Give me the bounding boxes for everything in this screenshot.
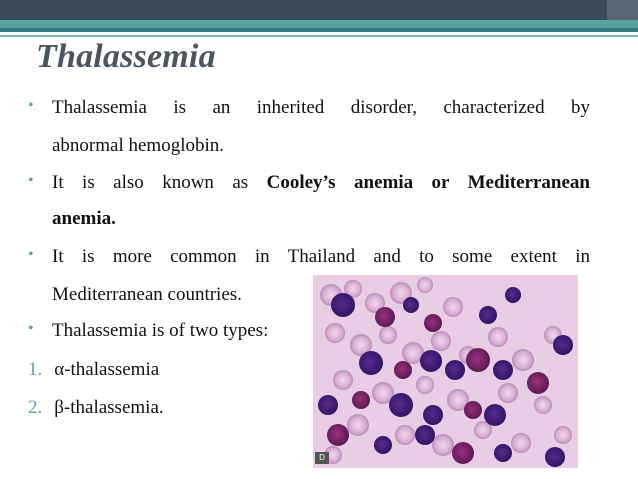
bullet-text: Mediterranean countries. [52, 284, 242, 305]
bullet-text-bold: anemia. [52, 208, 116, 229]
header-bar [0, 0, 638, 20]
bullet-dot: • [28, 246, 34, 263]
type-item-1 [28, 359, 159, 381]
bullet-text-bold: Cooley’s anemia or Mediterranean [266, 172, 590, 193]
type-label: α-thalassemia [54, 359, 160, 380]
type-item-2 [28, 397, 164, 419]
header-stripe-light [0, 35, 638, 37]
type-label: β-thalassemia. [54, 397, 164, 418]
type-number: 1. [28, 359, 43, 380]
header-stripe [0, 20, 638, 28]
bullet-text: It is more common in Thailand and to some extent in [52, 246, 590, 267]
blood-smear-image [313, 275, 578, 468]
bullet-dot: • [28, 97, 34, 114]
bullet-dot: • [28, 320, 34, 337]
bullet-text [52, 172, 590, 194]
header-stripe-dark [0, 28, 638, 32]
slide-title: Thalassemia [36, 38, 216, 75]
bullet-text-plain: It is also known as [52, 172, 267, 193]
type-number: 2. [28, 397, 43, 418]
bullet-text: abnormal hemoglobin. [52, 135, 225, 156]
header-bar-accent [607, 0, 638, 20]
image-panel-label: D [315, 452, 329, 464]
bullet-text: Thalassemia is an inherited disorder, characterized by [52, 97, 590, 118]
bullet-text: Thalassemia is of two types: [52, 320, 269, 341]
bullet-dot: • [28, 172, 34, 189]
